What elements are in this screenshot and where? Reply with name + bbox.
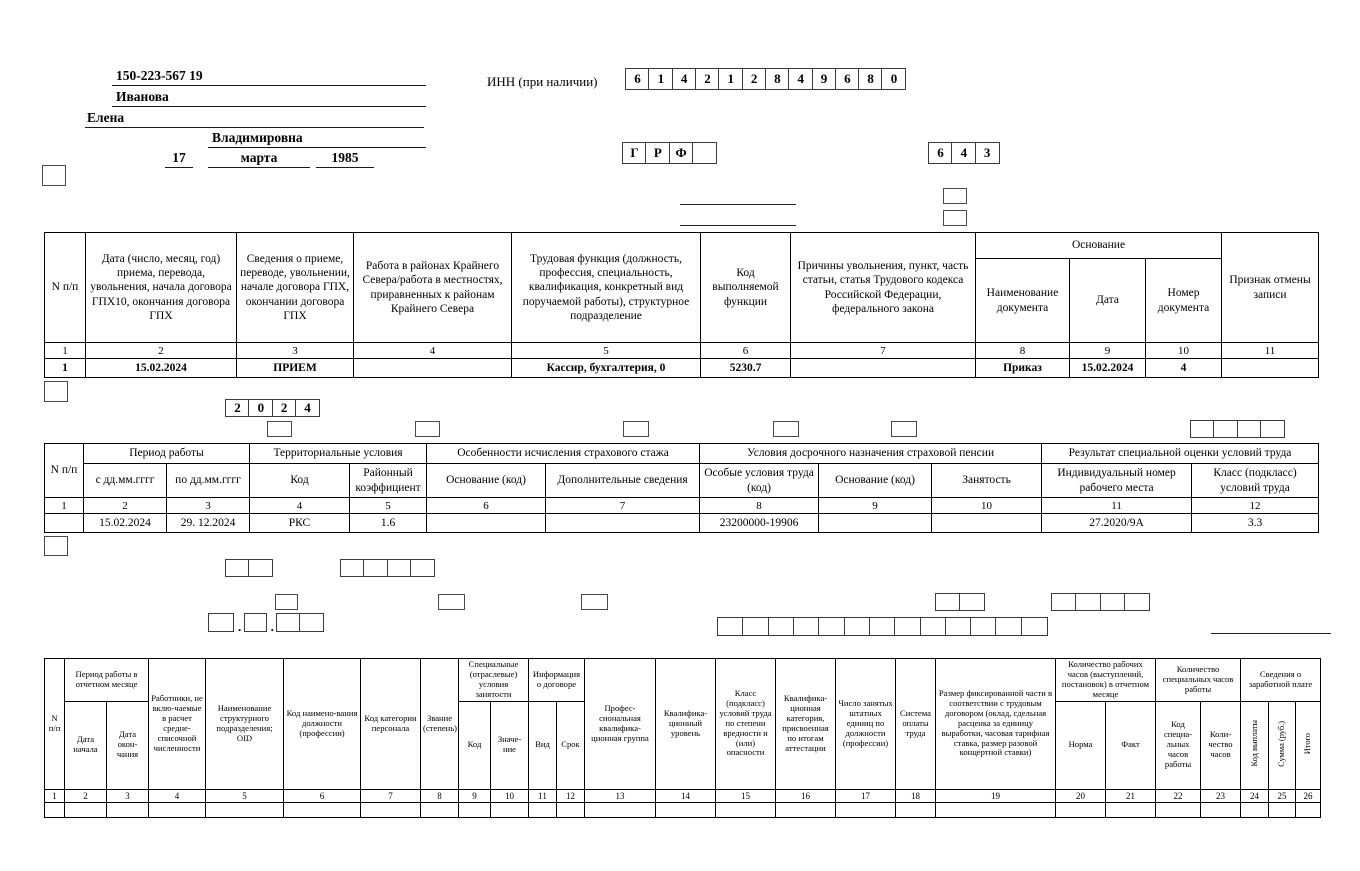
cell-employment — [932, 514, 1042, 533]
col-header: Наименование документа — [976, 259, 1070, 343]
inn-digit-cell: 4 — [788, 68, 813, 90]
inn-digit-cell: 2 — [742, 68, 767, 90]
cell-row-number — [45, 514, 84, 533]
col-header: Размер фиксированной части в соответствии с трудовым договором (оклад, сдельная расценка за единицу выработки, часовая тарифная ставка, размер разовой концертной ставки) — [936, 659, 1056, 790]
col-number: 26 — [1296, 789, 1321, 802]
col-header: Дополнительные сведения — [546, 464, 700, 498]
empty-cell — [1156, 802, 1201, 817]
dot-separator: . — [270, 619, 274, 634]
cell-cancel — [1222, 359, 1319, 378]
col-number: 4 — [250, 498, 350, 514]
col-number: 9 — [459, 789, 491, 802]
col-number: 3 — [107, 789, 149, 802]
empty-cell — [107, 802, 149, 817]
inn-digit-cell: 8 — [765, 68, 790, 90]
group-header-contract: Информация о договоре — [529, 659, 585, 702]
group-header-stazh: Особенности исчисления страхового стажа — [427, 444, 700, 464]
col-header: Сумма (руб.) — [1277, 720, 1287, 767]
cell-pension-basis — [819, 514, 932, 533]
col-header: Срок — [557, 701, 585, 789]
col-number: 11 — [529, 789, 557, 802]
col-header: Особые условия труда (код) — [700, 464, 819, 498]
year-digit-cell: 2 — [272, 399, 297, 417]
col-header: N п/п — [45, 444, 84, 498]
col-number: 7 — [546, 498, 700, 514]
col-number: 7 — [791, 343, 976, 359]
group-header-hours: Количество рабочих часов (выступлений, постановок) в отчетном месяце — [1056, 659, 1156, 702]
col-number: 15 — [716, 789, 776, 802]
checkbox-empty — [581, 594, 608, 610]
citizenship-code-cell: 4 — [951, 142, 976, 164]
code-box-group-4 — [1051, 593, 1150, 611]
cell-stazh-basis — [427, 514, 546, 533]
grf-code-boxes — [622, 142, 717, 164]
code-cell — [1260, 420, 1285, 438]
empty-cell — [529, 802, 557, 817]
date-day-cell — [208, 613, 234, 632]
col-header: Дата окон-чания — [107, 701, 149, 789]
col-number: 21 — [1106, 789, 1156, 802]
col-header: Занятость — [932, 464, 1042, 498]
code-cell — [1213, 420, 1238, 438]
col-number: 2 — [65, 789, 107, 802]
cell-doc-date: 15.02.2024 — [1070, 359, 1146, 378]
col-number: 7 — [361, 789, 421, 802]
code-cell — [818, 617, 845, 636]
col-number: 14 — [656, 789, 716, 802]
cell-period-to: 29. 12.2024 — [167, 514, 250, 533]
blank-line — [680, 209, 796, 226]
col-number: 6 — [284, 789, 361, 802]
empty-cell — [896, 802, 936, 817]
col-header: N п/п — [45, 233, 86, 343]
col-number: 1 — [45, 343, 86, 359]
cell-district-coef: 1.6 — [350, 514, 427, 533]
group-header-territorial: Территориальные условия — [250, 444, 427, 464]
table-row — [45, 514, 1319, 533]
code-box-group-4 — [340, 559, 435, 577]
code-cell — [742, 617, 769, 636]
first-name-field: Елена — [85, 108, 424, 128]
group-header-special-hours: Количество специальных часов работы — [1156, 659, 1241, 702]
group-header-salary: Сведения о заработной плате — [1241, 659, 1321, 702]
group-header-sout: Результат специальной оценки условий труда — [1042, 444, 1319, 464]
empty-cell — [45, 802, 65, 817]
col-number: 10 — [932, 498, 1042, 514]
group-header-period: Период работы — [84, 444, 250, 464]
code-cell — [363, 559, 388, 577]
birth-year-field: 1985 — [316, 148, 374, 168]
inn-digit-cell: 6 — [835, 68, 860, 90]
col-number: 5 — [206, 789, 284, 802]
group-header-period: Период работы в отчетном месяце — [65, 659, 149, 702]
col-number: 2 — [86, 343, 237, 359]
code-cell — [1021, 617, 1048, 636]
code-cell — [869, 617, 896, 636]
empty-cell — [361, 802, 421, 817]
empty-cell — [149, 802, 206, 817]
col-header: Номер документа — [1146, 259, 1222, 343]
col-number: 8 — [421, 789, 459, 802]
birth-day-field: 17 — [165, 148, 193, 168]
col-header: Код специа-льных часов работы — [1156, 701, 1201, 789]
col-number: 6 — [427, 498, 546, 514]
middle-name-field: Владимировна — [208, 128, 426, 148]
empty-cell — [1241, 802, 1269, 817]
code-box-group-2 — [935, 593, 985, 611]
dot-separator: . — [238, 619, 242, 634]
checkbox-empty — [891, 421, 917, 437]
cell-work-class: 3.3 — [1192, 514, 1319, 533]
empty-cell — [206, 802, 284, 817]
inn-boxes — [625, 68, 906, 90]
code-cell — [844, 617, 871, 636]
code-cell — [995, 617, 1022, 636]
col-header: Причины увольнения, пункт, часть статьи, статья Трудового кодекса Российской Федерации, федерального закона — [791, 233, 976, 343]
cell-special-code: 23200000-19906 — [700, 514, 819, 533]
code-cell — [248, 559, 273, 577]
empty-cell — [421, 802, 459, 817]
col-number: 10 — [491, 789, 529, 802]
grf-code-cell — [692, 142, 717, 164]
inn-digit-cell: 0 — [881, 68, 906, 90]
col-header: Профес-сиональная квалифика-ционная группа — [585, 659, 656, 790]
cell-row-number: 1 — [45, 359, 86, 378]
col-header: Код — [459, 701, 491, 789]
code-cell — [387, 559, 412, 577]
col-number: 5 — [512, 343, 701, 359]
birth-month-field: марта — [208, 148, 310, 168]
grf-code-cell: Р — [645, 142, 670, 164]
checkbox-empty — [44, 381, 68, 402]
col-header: Основание (код) — [427, 464, 546, 498]
col-number: 17 — [836, 789, 896, 802]
code-box-group-4 — [1190, 420, 1285, 438]
col-number: 1 — [45, 498, 84, 514]
col-header-vertical — [1241, 701, 1269, 789]
code-box-group-2 — [225, 559, 273, 577]
inn-digit-cell: 8 — [858, 68, 883, 90]
grf-code-cell: Г — [622, 142, 647, 164]
code-cell — [1100, 593, 1126, 611]
date-year-cell — [299, 613, 324, 632]
col-header: Система оплаты труда — [896, 659, 936, 790]
code-cell — [410, 559, 435, 577]
citizenship-code-boxes — [928, 142, 1000, 164]
checkbox-empty — [42, 165, 66, 186]
code-cell — [1190, 420, 1215, 438]
cell-doc-name: Приказ — [976, 359, 1070, 378]
cell-doc-number: 4 — [1146, 359, 1222, 378]
registration-number-boxes — [717, 617, 1048, 636]
col-number: 9 — [1070, 343, 1146, 359]
code-cell — [1124, 593, 1150, 611]
col-header: Сведения о приеме, переводе, увольнении, начале договора ГПХ, окончании договора ГПХ — [237, 233, 354, 343]
col-number: 20 — [1056, 789, 1106, 802]
checkbox-empty — [275, 594, 298, 610]
col-number: 11 — [1042, 498, 1192, 514]
col-number: 12 — [1192, 498, 1319, 514]
col-header: Число занятых штатных единиц по должности (профессии) — [836, 659, 896, 790]
table-row — [45, 359, 1319, 378]
code-cell — [768, 617, 795, 636]
col-header: Признак отмены записи — [1222, 233, 1319, 343]
cell-dismissal — [791, 359, 976, 378]
inn-label: ИНН (при наличии) — [487, 74, 598, 89]
empty-cell — [491, 802, 529, 817]
col-number: 13 — [585, 789, 656, 802]
col-number: 4 — [354, 343, 512, 359]
inn-digit-cell: 1 — [648, 68, 673, 90]
col-number: 12 — [557, 789, 585, 802]
empty-cell — [836, 802, 896, 817]
empty-cell — [1269, 802, 1296, 817]
empty-cell — [459, 802, 491, 817]
col-header: Дата (число, месяц, год) приема, перевода, увольнения, начала договора ГПХ10, окончания договора ГПХ — [86, 233, 237, 343]
empty-cell — [716, 802, 776, 817]
checkbox-empty — [438, 594, 465, 610]
blank-line — [1211, 617, 1331, 634]
report-year-boxes — [225, 399, 320, 417]
cell-workplace-number: 27.2020/9А — [1042, 514, 1192, 533]
col-number: 19 — [936, 789, 1056, 802]
checkbox-empty — [943, 210, 967, 226]
snils-field: 150-223-567 19 — [112, 66, 426, 86]
code-cell — [225, 559, 250, 577]
checkbox-empty — [44, 536, 68, 556]
date-box-group — [208, 613, 324, 632]
col-header: Норма — [1056, 701, 1106, 789]
col-number: 24 — [1241, 789, 1269, 802]
col-header-vertical — [1269, 701, 1296, 789]
cell-func-code: 5230.7 — [701, 359, 791, 378]
inn-digit-cell: 9 — [812, 68, 837, 90]
col-header: Дата начала — [65, 701, 107, 789]
col-number: 25 — [1269, 789, 1296, 802]
code-cell — [1237, 420, 1262, 438]
empty-cell — [585, 802, 656, 817]
code-cell — [945, 617, 972, 636]
col-number: 1 — [45, 789, 65, 802]
col-header: Код — [250, 464, 350, 498]
group-header-early-pension: Условия досрочного назначения страховой пенсии — [700, 444, 1042, 464]
empty-cell — [284, 802, 361, 817]
col-header: Код наимено-вания должности (профессии) — [284, 659, 361, 790]
col-number: 22 — [1156, 789, 1201, 802]
col-number: 11 — [1222, 343, 1319, 359]
cell-event-type: ПРИЕМ — [237, 359, 354, 378]
cell-stazh-info — [546, 514, 700, 533]
empty-cell — [557, 802, 585, 817]
code-cell — [793, 617, 820, 636]
last-name-field: Иванова — [112, 87, 426, 107]
empty-cell — [65, 802, 107, 817]
col-number: 18 — [896, 789, 936, 802]
cell-function: Кассир, бухгалтерия, 0 — [512, 359, 701, 378]
code-cell — [970, 617, 997, 636]
col-number: 4 — [149, 789, 206, 802]
col-number: 10 — [1146, 343, 1222, 359]
empty-cell — [936, 802, 1056, 817]
col-header: N п/п — [45, 659, 65, 790]
group-header-special-employment: Специальные (отраслевые) условия занятости — [459, 659, 529, 702]
code-cell — [920, 617, 947, 636]
col-header: Дата — [1070, 259, 1146, 343]
col-number: 2 — [84, 498, 167, 514]
col-header: по дд.мм.гггг — [167, 464, 250, 498]
inn-digit-cell: 6 — [625, 68, 650, 90]
citizenship-code-cell: 6 — [928, 142, 953, 164]
checkbox-empty — [943, 188, 967, 204]
code-cell — [959, 593, 985, 611]
inn-digit-cell: 2 — [695, 68, 720, 90]
col-header: Основание (код) — [819, 464, 932, 498]
staffing-details-table — [44, 658, 1321, 818]
checkbox-empty — [267, 421, 292, 437]
cell-north — [354, 359, 512, 378]
cell-period-from: 15.02.2024 — [84, 514, 167, 533]
col-header: с дд.мм.гггг — [84, 464, 167, 498]
col-header-vertical — [1296, 701, 1321, 789]
col-number: 6 — [701, 343, 791, 359]
col-header: Класс (подкласс) условий труда — [1192, 464, 1319, 498]
code-cell — [935, 593, 961, 611]
code-cell — [894, 617, 921, 636]
col-header: Работники, не вклю-чаемые в расчет средне-списочной численности — [149, 659, 206, 790]
col-header: Квалифика-ционная категория, присвоенная по итогам аттестации — [776, 659, 836, 790]
col-number: 5 — [350, 498, 427, 514]
col-number: 16 — [776, 789, 836, 802]
col-header: Коли-чество часов — [1201, 701, 1241, 789]
year-digit-cell: 2 — [225, 399, 250, 417]
year-digit-cell: 4 — [295, 399, 320, 417]
citizenship-code-cell: 3 — [975, 142, 1000, 164]
year-digit-cell: 0 — [248, 399, 273, 417]
col-number: 8 — [976, 343, 1070, 359]
work-periods-table — [44, 443, 1319, 533]
checkbox-empty — [623, 421, 649, 437]
empty-cell — [776, 802, 836, 817]
col-header: Звание (степень) — [421, 659, 459, 790]
col-header: Районный коэффициент — [350, 464, 427, 498]
col-header: Код выполняемой функции — [701, 233, 791, 343]
inn-digit-cell: 4 — [672, 68, 697, 90]
cell-terr-code: РКС — [250, 514, 350, 533]
col-number: 9 — [819, 498, 932, 514]
employment-events-table — [44, 232, 1319, 378]
date-month-cell — [244, 613, 267, 632]
code-cell — [717, 617, 744, 636]
empty-cell — [1106, 802, 1156, 817]
checkbox-empty — [415, 421, 440, 437]
checkbox-empty — [773, 421, 799, 437]
col-number: 3 — [167, 498, 250, 514]
col-header: Работа в районах Крайнего Севера/работа в местностях, приравненных к районам Крайнего Севера — [354, 233, 512, 343]
col-header: Индивидуальный номер рабочего места — [1042, 464, 1192, 498]
col-header: Вид — [529, 701, 557, 789]
empty-cell — [1296, 802, 1321, 817]
inn-digit-cell: 1 — [718, 68, 743, 90]
col-number: 8 — [700, 498, 819, 514]
col-number: 3 — [237, 343, 354, 359]
col-number: 23 — [1201, 789, 1241, 802]
empty-cell — [1056, 802, 1106, 817]
empty-cell — [1201, 802, 1241, 817]
table-row — [45, 802, 1321, 817]
col-header: Значе-ние — [491, 701, 529, 789]
col-header: Итого — [1303, 732, 1313, 755]
group-header-basis: Основание — [976, 233, 1222, 259]
cell-event-date: 15.02.2024 — [86, 359, 237, 378]
col-header: Код выплаты — [1249, 720, 1259, 767]
blank-line — [680, 188, 796, 205]
col-header: Трудовая функция (должность, профессия, специальность, квалификация, конкретный вид поручаемой работы), структурное подразделение — [512, 233, 701, 343]
grf-code-cell: Ф — [669, 142, 694, 164]
code-cell — [340, 559, 365, 577]
col-header: Код категории персонала — [361, 659, 421, 790]
col-header: Класс (подкласс) условий труда по степени вредности и (или) опасности — [716, 659, 776, 790]
col-header: Квалифика-ционный уровень — [656, 659, 716, 790]
col-header: Факт — [1106, 701, 1156, 789]
empty-cell — [656, 802, 716, 817]
date-year-cell — [276, 613, 301, 632]
code-cell — [1051, 593, 1077, 611]
code-cell — [1075, 593, 1101, 611]
col-header: Наименование структурного подразделения; OID — [206, 659, 284, 790]
